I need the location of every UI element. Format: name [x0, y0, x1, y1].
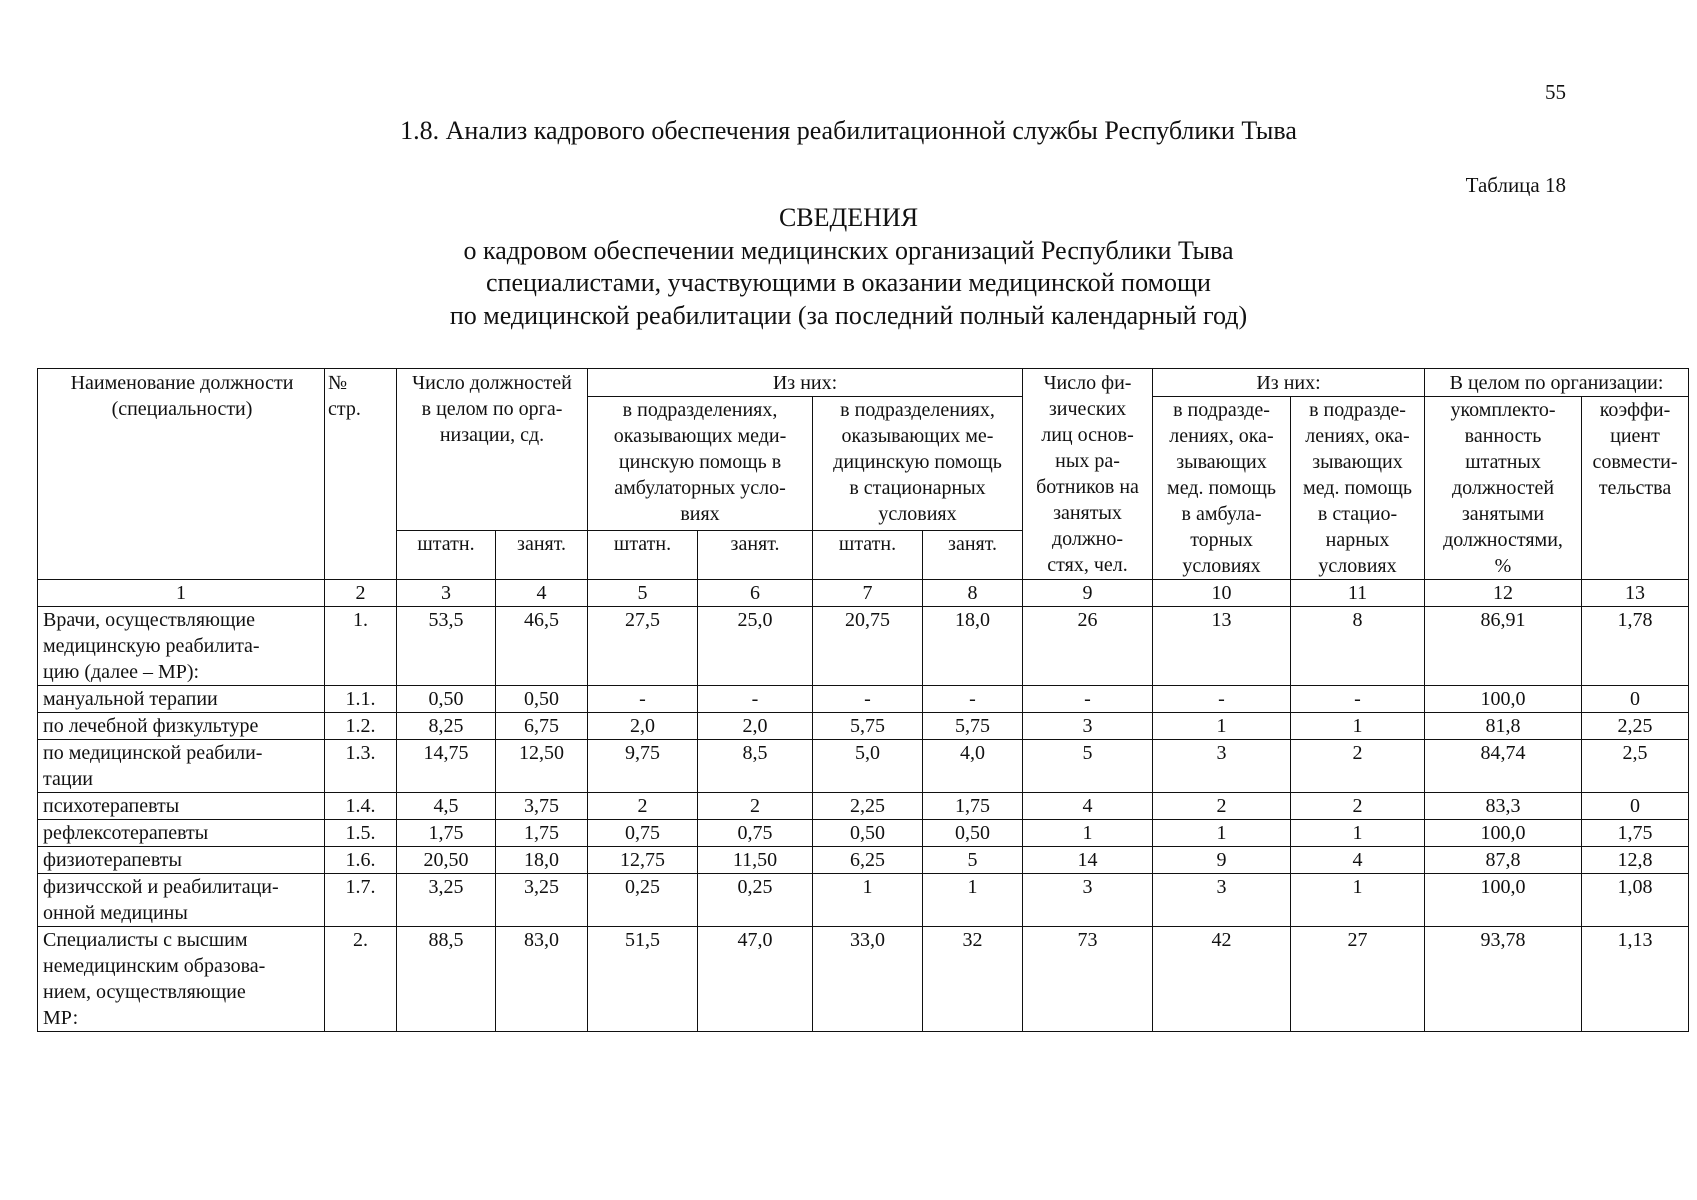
header-org-total: В целом по организации: — [1425, 369, 1689, 397]
table-row — [38, 607, 1689, 686]
value-cell: 2,0 — [698, 713, 813, 740]
value-cell: 4,0 — [923, 740, 1023, 793]
value-cell: 1 — [1291, 820, 1425, 847]
value-cell: 1,78 — [1582, 607, 1689, 686]
value-cell: 9,75 — [588, 740, 698, 793]
value-cell: 2,25 — [1582, 713, 1689, 740]
header-zanyat: занят. — [698, 531, 813, 580]
table-row — [38, 874, 1689, 927]
value-cell: 47,0 — [698, 927, 813, 1032]
value-cell: 2,25 — [813, 793, 923, 820]
header-staffing-level: укомплекто- ванность штатных должностей занятыми должностями, % — [1425, 397, 1582, 580]
value-cell: 13 — [1153, 607, 1291, 686]
value-cell: 1 — [1291, 713, 1425, 740]
value-cell: 5 — [1023, 740, 1153, 793]
value-cell: 88,5 — [397, 927, 496, 1032]
value-cell: 4 — [1291, 847, 1425, 874]
column-number: 10 — [1153, 580, 1291, 607]
value-cell: 0,25 — [588, 874, 698, 927]
column-number: 7 — [813, 580, 923, 607]
heading-line: по медицинской реабилитации (за последний полный календарный год) — [449, 300, 1248, 330]
value-cell: 1 — [1153, 713, 1291, 740]
value-cell: 1,75 — [496, 820, 588, 847]
value-cell: 2 — [588, 793, 698, 820]
value-cell: 46,5 — [496, 607, 588, 686]
value-cell: - — [813, 686, 923, 713]
value-cell: 5 — [923, 847, 1023, 874]
column-number: 9 — [1023, 580, 1153, 607]
value-cell: 20,50 — [397, 847, 496, 874]
value-cell: 14 — [1023, 847, 1153, 874]
value-cell: 0,50 — [813, 820, 923, 847]
value-cell: 1,75 — [1582, 820, 1689, 847]
value-cell: 1,13 — [1582, 927, 1689, 1032]
value-cell: 1 — [1153, 820, 1291, 847]
column-number: 12 — [1425, 580, 1582, 607]
document-heading — [0, 202, 1697, 332]
value-cell: 100,0 — [1425, 686, 1582, 713]
value-cell: 5,0 — [813, 740, 923, 793]
value-cell: - — [923, 686, 1023, 713]
value-cell: 1 — [923, 874, 1023, 927]
column-number: 11 — [1291, 580, 1425, 607]
position-name: по лечебной физкультуре — [38, 713, 325, 740]
header-positions-total: Число должностей в целом по орга- низации, сд. — [397, 369, 588, 531]
value-cell: 8,5 — [698, 740, 813, 793]
position-name: Врачи, осуществляющие медицинскую реабилита- цию (далее – МР): — [38, 607, 325, 686]
value-cell: 14,75 — [397, 740, 496, 793]
value-cell: 87,8 — [1425, 847, 1582, 874]
heading-title: СВЕДЕНИЯ — [778, 203, 919, 232]
value-cell: 5,75 — [923, 713, 1023, 740]
value-cell: 3,25 — [397, 874, 496, 927]
value-cell: 0,50 — [496, 686, 588, 713]
value-cell: 83,0 — [496, 927, 588, 1032]
value-cell: 3,75 — [496, 793, 588, 820]
value-cell: 100,0 — [1425, 874, 1582, 927]
header-shtatn: штатн. — [813, 531, 923, 580]
table-label: Таблица 18 — [1465, 173, 1566, 197]
value-cell: 6,75 — [496, 713, 588, 740]
value-cell: 100,0 — [1425, 820, 1582, 847]
page-number: 55 — [1545, 80, 1566, 104]
value-cell: 0,50 — [923, 820, 1023, 847]
row-number-cell: 1.1. — [325, 686, 397, 713]
value-cell: 20,75 — [813, 607, 923, 686]
value-cell: - — [1291, 686, 1425, 713]
value-cell: 5,75 — [813, 713, 923, 740]
value-cell: 25,0 — [698, 607, 813, 686]
value-cell: 2,5 — [1582, 740, 1689, 793]
value-cell: 3,25 — [496, 874, 588, 927]
header-row-number: № стр. — [325, 369, 397, 580]
value-cell: 93,78 — [1425, 927, 1582, 1032]
table-row — [38, 740, 1689, 793]
value-cell: 6,25 — [813, 847, 923, 874]
position-name: физичсской и реабилитаци- онной медицины — [38, 874, 325, 927]
value-cell: 26 — [1023, 607, 1153, 686]
row-number-cell: 1.7. — [325, 874, 397, 927]
value-cell: 27,5 — [588, 607, 698, 686]
column-number-row — [38, 580, 1689, 607]
header-zanyat: занят. — [923, 531, 1023, 580]
value-cell: 2 — [1291, 740, 1425, 793]
value-cell: 1,75 — [397, 820, 496, 847]
value-cell: 3 — [1153, 740, 1291, 793]
value-cell: - — [698, 686, 813, 713]
column-number: 13 — [1582, 580, 1689, 607]
column-number: 1 — [38, 580, 325, 607]
heading-line: о кадровом обеспечении медицинских организаций Республики Тыва — [463, 235, 1234, 265]
value-cell: 11,50 — [698, 847, 813, 874]
value-cell: 1 — [1023, 820, 1153, 847]
value-cell: 0,75 — [588, 820, 698, 847]
table-row — [38, 847, 1689, 874]
column-number: 8 — [923, 580, 1023, 607]
header-staff-count: Число фи- зических лиц основ- ных ра- ботников на занятых должно- стях, чел. — [1023, 369, 1153, 580]
column-number: 4 — [496, 580, 588, 607]
column-number: 5 — [588, 580, 698, 607]
value-cell: 0,50 — [397, 686, 496, 713]
table-row — [38, 793, 1689, 820]
row-number-cell: 1.5. — [325, 820, 397, 847]
position-name: физиотерапевты — [38, 847, 325, 874]
position-name: Специалисты с высшим немедицинским образова- нием, осуществляющие МР: — [38, 927, 325, 1032]
position-name: рефлексотерапевты — [38, 820, 325, 847]
row-number-cell: 1.4. — [325, 793, 397, 820]
value-cell: 12,75 — [588, 847, 698, 874]
value-cell: 3 — [1153, 874, 1291, 927]
staffing-table — [37, 368, 1689, 1032]
row-number-cell: 1.2. — [325, 713, 397, 740]
header-inpatient-positions: в подразделениях, оказывающих ме- дицинскую помощь в стационарных условиях — [813, 397, 1023, 531]
value-cell: 8,25 — [397, 713, 496, 740]
table-row — [38, 686, 1689, 713]
header-of-them-positions: Из них: — [588, 369, 1023, 397]
position-name: психотерапевты — [38, 793, 325, 820]
header-zanyat: занят. — [496, 531, 588, 580]
value-cell: - — [1023, 686, 1153, 713]
header-ambulatory-positions: в подразделениях, оказывающих меди- цинскую помощь в амбулаторных усло- виях — [588, 397, 813, 531]
value-cell: 51,5 — [588, 927, 698, 1032]
value-cell: 12,50 — [496, 740, 588, 793]
value-cell: 3 — [1023, 713, 1153, 740]
value-cell: 81,8 — [1425, 713, 1582, 740]
row-number-cell: 1. — [325, 607, 397, 686]
value-cell: 18,0 — [496, 847, 588, 874]
table-row — [38, 927, 1689, 1032]
value-cell: 4 — [1023, 793, 1153, 820]
value-cell: 1 — [813, 874, 923, 927]
value-cell: 42 — [1153, 927, 1291, 1032]
value-cell: 1,75 — [923, 793, 1023, 820]
value-cell: 1 — [1291, 874, 1425, 927]
value-cell: 3 — [1023, 874, 1153, 927]
header-shtatn: штатн. — [397, 531, 496, 580]
row-number-cell: 1.3. — [325, 740, 397, 793]
header-staff-ambulatory: в подразде- лениях, ока- зывающих мед. помощь в амбула- торных условиях — [1153, 397, 1291, 580]
position-name: по медицинской реабили- тации — [38, 740, 325, 793]
table-row — [38, 820, 1689, 847]
header-staff-inpatient: в подразде- лениях, ока- зывающих мед. помощь в стацио- нарных условиях — [1291, 397, 1425, 580]
header-shtatn: штатн. — [588, 531, 698, 580]
value-cell: 73 — [1023, 927, 1153, 1032]
value-cell: - — [1153, 686, 1291, 713]
value-cell: 53,5 — [397, 607, 496, 686]
value-cell: 2 — [1153, 793, 1291, 820]
value-cell: 0,75 — [698, 820, 813, 847]
row-number-cell: 2. — [325, 927, 397, 1032]
value-cell: 33,0 — [813, 927, 923, 1032]
position-name: мануальной терапии — [38, 686, 325, 713]
value-cell: 8 — [1291, 607, 1425, 686]
column-number: 3 — [397, 580, 496, 607]
value-cell: 1,08 — [1582, 874, 1689, 927]
heading-line: специалистами, участвующими в оказании медицинской помощи — [486, 268, 1211, 297]
value-cell: 84,74 — [1425, 740, 1582, 793]
value-cell: 0,25 — [698, 874, 813, 927]
value-cell: 2,0 — [588, 713, 698, 740]
value-cell: 86,91 — [1425, 607, 1582, 686]
header-position-name: Наименование должности (специальности) — [38, 369, 325, 580]
value-cell: 4,5 — [397, 793, 496, 820]
value-cell: - — [588, 686, 698, 713]
value-cell: 83,3 — [1425, 793, 1582, 820]
header-combination-coefficient: коэффи- циент совмести- тельства — [1582, 397, 1689, 580]
value-cell: 0 — [1582, 793, 1689, 820]
header-of-them-staff: Из них: — [1153, 369, 1425, 397]
value-cell: 2 — [698, 793, 813, 820]
column-number: 6 — [698, 580, 813, 607]
row-number-cell: 1.6. — [325, 847, 397, 874]
value-cell: 27 — [1291, 927, 1425, 1032]
value-cell: 0 — [1582, 686, 1689, 713]
value-cell: 12,8 — [1582, 847, 1689, 874]
value-cell: 9 — [1153, 847, 1291, 874]
section-title: 1.8. Анализ кадрового обеспечения реабилитационной службы Республики Тыва — [400, 116, 1297, 145]
table-row — [38, 713, 1689, 740]
value-cell: 2 — [1291, 793, 1425, 820]
value-cell: 18,0 — [923, 607, 1023, 686]
value-cell: 32 — [923, 927, 1023, 1032]
column-number: 2 — [325, 580, 397, 607]
